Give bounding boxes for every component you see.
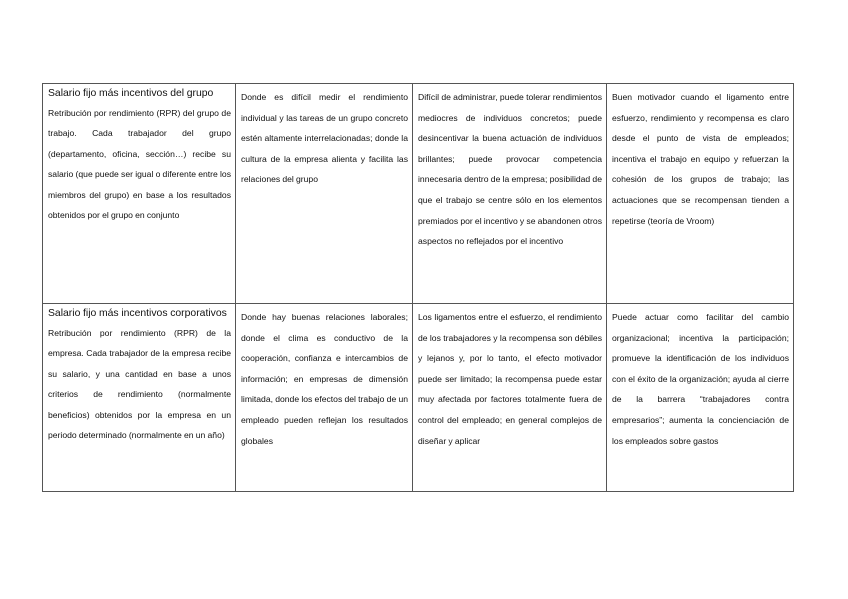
table-row-corporate-incentives xyxy=(43,304,794,492)
cell-conditions: Donde es difícil medir el rendimiento individual y las tareas de un grupo concreto estén altamente interrelacionadas; donde la cultura de la empresa alienta y facilita las relaciones del grupo xyxy=(236,84,413,304)
cell-advantages: Puede actuar como facilitar del cambio organizacional; incentiva la participación; promueve la identificación de los individuos con el éxito de la organización; ayuda al cierre de la barrera “trabajadores contra empresarios”; aumenta la concienciación de los empleados sobre gastos xyxy=(607,304,794,492)
incentives-comparison-table xyxy=(42,83,794,492)
cell-scheme xyxy=(43,304,236,492)
scheme-description: Retribución por rendimiento (RPR) de la empresa. Cada trabajador de la empresa recibe su salario, y una cantidad en base a unos criterios de rendimiento (normalmente beneficios) obtenidos por la empresa en un periodo determinado (normalmente en un año) xyxy=(48,327,231,441)
cell-disadvantages: Los ligamentos entre el esfuerzo, el rendimiento de los trabajadores y la recompensa son débiles y lejanos y, por lo tanto, el efecto motivador puede ser limitado; la recompensa puede estar muy afectada por factores totalmente fuera de control del empleado; en general complejos de diseñar y aplicar xyxy=(413,304,607,492)
cell-scheme xyxy=(43,84,236,304)
scheme-description: Retribución por rendimiento (RPR) del grupo de trabajo. Cada trabajador del grupo (departamento, oficina, sección…) recibe su salario (que puede ser igual o diferente entre los miembros del grupo) en base a los resultados obtenidos por el grupo en conjunto xyxy=(48,107,231,221)
scheme-title: Salario fijo más incentivos corporativos xyxy=(48,308,227,319)
table-row-group-incentives xyxy=(43,84,794,304)
scheme-title: Salario fijo más incentivos del grupo xyxy=(48,88,214,99)
cell-disadvantages: Difícil de administrar, puede tolerar rendimientos mediocres de individuos concretos; puede desincentivar la buena actuación de individuos brillantes; puede provocar competencia innecesaria dentro de la empresa; posibilidad de que el trabajo se centre sólo en los elementos premiados por el incentivo y se abandonen otros aspectos no reflejados por el incentivo xyxy=(413,84,607,304)
cell-advantages: Buen motivador cuando el ligamento entre esfuerzo, rendimiento y recompensa es claro desde el punto de vista de empleados; incentiva el trabajo en equipo y refuerzan la cohesión de los grupos de trabajo; las actuaciones que se recompensan tienden a repetirse (teoría de Vroom) xyxy=(607,84,794,304)
cell-conditions: Donde hay buenas relaciones laborales; donde el clima es conductivo de la cooperación, confianza e intercambios de información; en empresas de dimensión limitada, donde los efectos del trabajo de un empleado pueden reflejan los resultados globales xyxy=(236,304,413,492)
